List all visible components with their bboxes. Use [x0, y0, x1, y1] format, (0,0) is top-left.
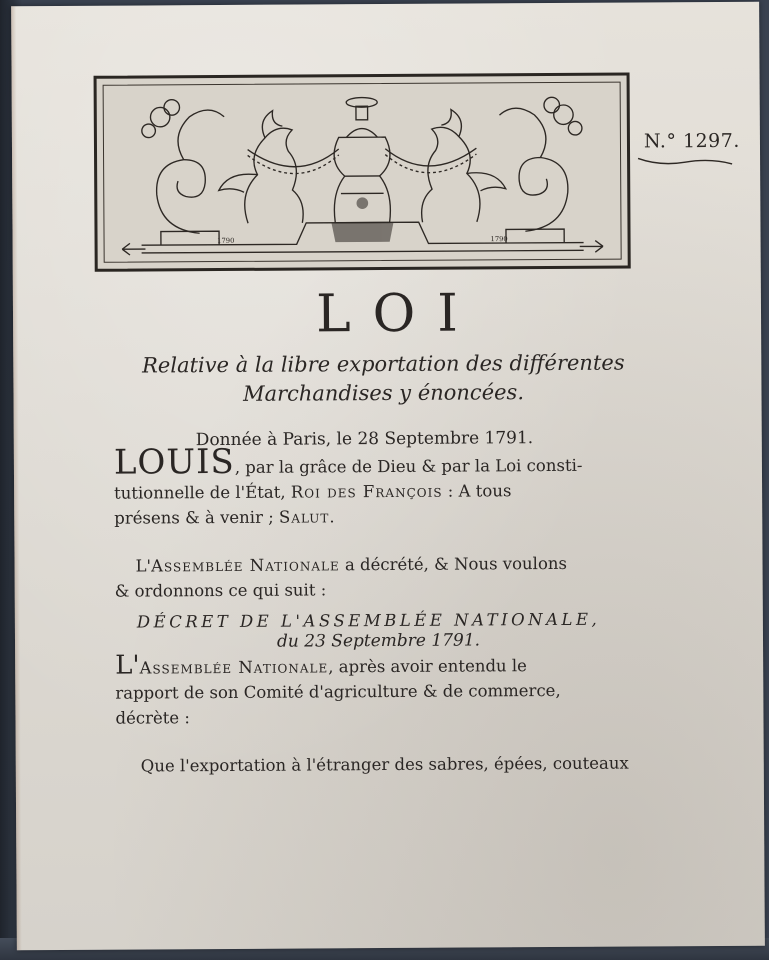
preamble-line-2 — [114, 478, 614, 506]
assembly-line-1 — [114, 551, 614, 579]
decree-initial: L' — [115, 650, 140, 681]
paragraph-preamble — [113, 441, 614, 531]
engraver-mark-right: 1790 — [490, 235, 508, 244]
decree-line-3: décrète : — [115, 708, 190, 728]
paragraph-assembly — [114, 551, 614, 604]
decree-title: DÉCRET DE L'ASSEMBLÉE NATIONALE, — [136, 609, 601, 632]
paragraph-export: Que l'exportation à l'étranger des sabres, épées, couteaux — [140, 753, 629, 776]
subtitle — [123, 348, 643, 409]
preamble-line-3-a: présens & à venir ; — [114, 507, 280, 528]
engraver-mark-left: 1790 — [217, 236, 235, 245]
preamble-line-2-a: tutionnelle de l'État, — [114, 482, 291, 503]
assembly-line-1-b: a décrété, & Nous voulons — [339, 553, 568, 575]
number-flourish — [636, 154, 734, 169]
headpiece-engraving — [97, 76, 628, 269]
document-number: N.° 1297. — [643, 129, 740, 153]
preamble-line-3 — [114, 503, 614, 531]
salut: Salut — [278, 507, 330, 527]
assembly-line-1-a: L' — [135, 556, 152, 576]
document-page — [11, 2, 765, 951]
preamble-line-3-b: . — [329, 507, 335, 527]
assemblee-nationale: Assemblée Nationale — [150, 555, 340, 576]
dateline: Donnée à Paris, le 28 Septembre 1791. — [195, 428, 534, 451]
paragraph-decree — [115, 651, 615, 731]
subtitle-line-2: Marchandises y énoncées. — [242, 380, 525, 406]
subtitle-line-1: Relative à la libre exportation des différentes — [141, 350, 625, 378]
preamble-line-1-text: , par la grâce de Dieu & par la Loi consti- — [234, 455, 583, 477]
page-title: LOI — [315, 283, 481, 345]
ornamental-headpiece — [94, 73, 631, 272]
preamble-line-1 — [113, 441, 614, 483]
decree-date: du 23 Septembre 1791. — [276, 630, 481, 652]
roi-des-francois: Roi des François — [290, 481, 443, 502]
decree-line-1-b: , après avoir entendu le — [328, 656, 527, 677]
decree-assemblee-nationale: Assemblée Nationale — [139, 657, 329, 678]
assembly-line-2: & ordonnons ce qui suit : — [114, 580, 327, 601]
decree-line-2: rapport de son Comité d'agriculture & de commerce, — [115, 680, 561, 703]
preamble-line-2-b: : A tous — [442, 481, 512, 501]
dropcap-louis: LOUIS — [113, 441, 235, 483]
decree-line-1 — [115, 651, 615, 681]
